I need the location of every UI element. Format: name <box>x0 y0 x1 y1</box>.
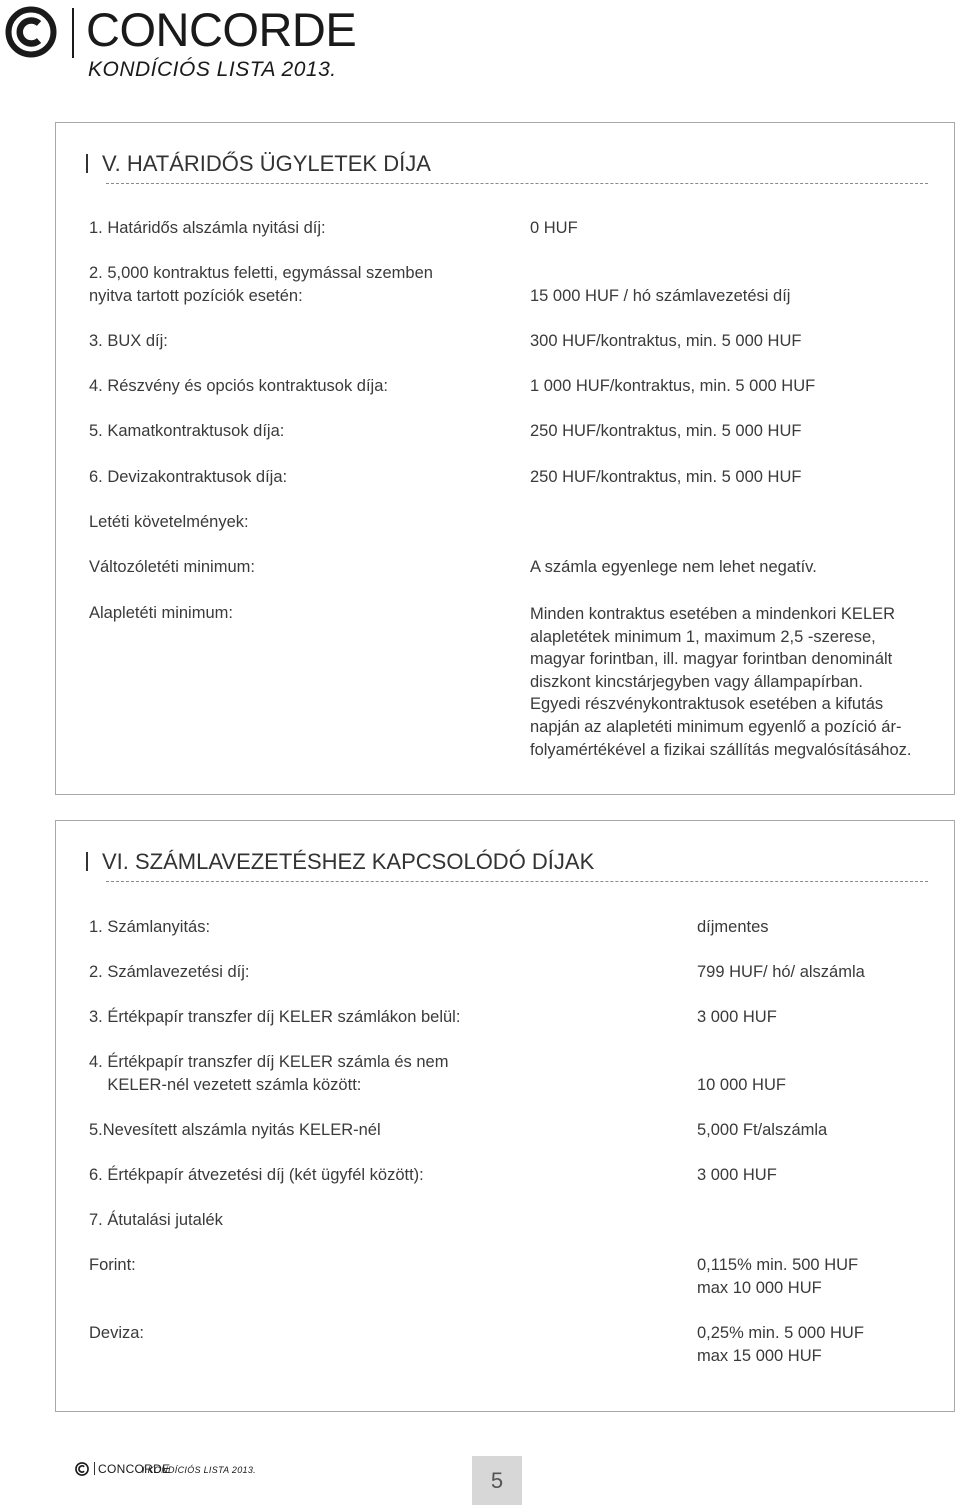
initial-margin-value: Minden kontraktus esetében a mindenkori KELER alapletétek minimum 1, maximum 2,5 -szerese, magyar forintban, ill. magyar forintban denominált diszkont kincstárjegyben vagy állampapírban. Egyedi részvénykontraktusok esetében a kifutás napján az alapletéti minimum egyenlő a pozíció ár- folyamértékével a fizikai szállítás megvalósításához. <box>530 605 912 759</box>
section-v-title <box>86 153 431 175</box>
footer-subtitle: I KONDÍCIÓS LISTA 2013. <box>142 1465 256 1475</box>
fee-value: 10 000 HUF <box>697 1076 786 1094</box>
fee-label: 3. Értékpapír transzfer díj KELER számlákon belül: <box>89 1008 461 1026</box>
page-number: 5 <box>472 1456 522 1505</box>
footer-divider <box>94 1462 95 1475</box>
fee-value: 1 000 HUF/kontraktus, min. 5 000 HUF <box>530 377 816 395</box>
initial-margin-label: Alapletéti minimum: <box>89 604 233 622</box>
fee-value: 0 HUF <box>530 219 578 237</box>
fee-label: Deviza: <box>89 1324 145 1342</box>
section-divider <box>106 183 928 184</box>
fee-label: 1. Számlanyitás: <box>89 918 211 936</box>
fee-label: 5.Nevesített alszámla nyitás KELER-nél <box>89 1121 381 1139</box>
fee-label: 2. 5,000 kontraktus feletti, egymással szemben nyitva tartott pozíciók esetén: <box>89 264 433 305</box>
section-vi-title-text: VI. SZÁMLAVEZETÉSHEZ KAPCSOLÓDÓ DÍJAK <box>102 849 595 874</box>
fee-label: 3. BUX díj: <box>89 332 168 350</box>
fee-label: 6. Devizakontraktusok díja: <box>89 468 288 486</box>
fee-value: 799 HUF/ hó/ alszámla <box>697 963 865 981</box>
fee-value: 0,25% min. 5 000 HUF max 15 000 HUF <box>697 1324 864 1365</box>
logo-divider <box>72 8 74 58</box>
footer-logo-icon <box>75 1462 89 1476</box>
concorde-logo-icon <box>5 6 57 58</box>
fee-label: 2. Számlavezetési díj: <box>89 963 250 981</box>
fee-value: 0,115% min. 500 HUF max 10 000 HUF <box>697 1256 859 1297</box>
variation-margin-label: Változóletéti minimum: <box>89 558 255 576</box>
section-vi-box <box>55 820 955 1412</box>
variation-margin-value: A számla egyenlege nem lehet negatív. <box>530 558 817 576</box>
fee-label: 6. Értékpapír átvezetési díj (két ügyfél között): <box>89 1166 424 1184</box>
fee-label: 1. Határidős alszámla nyitási díj: <box>89 219 326 237</box>
margin-requirements-heading: Letéti követelmények: <box>89 513 249 531</box>
footer-brand: CONCORDE <box>98 1462 171 1476</box>
fee-value: 15 000 HUF / hó számlavezetési díj <box>530 287 791 305</box>
fee-value: díjmentes <box>697 918 769 936</box>
fee-label: 4. Részvény és opciós kontraktusok díja: <box>89 377 388 395</box>
section-vi-title <box>86 851 594 873</box>
section-v-box <box>55 122 955 795</box>
fee-label: Forint: <box>89 1256 136 1274</box>
document-subtitle: KONDÍCIÓS LISTA 2013. <box>88 58 337 81</box>
fee-value: 250 HUF/kontraktus, min. 5 000 HUF <box>530 468 802 486</box>
fee-value: 3 000 HUF <box>697 1008 777 1026</box>
fee-label: 5. Kamatkontraktusok díja: <box>89 422 285 440</box>
section-v-title-text: V. HATÁRIDŐS ÜGYLETEK DÍJA <box>102 151 431 176</box>
brand-name: CONCORDE <box>86 3 357 56</box>
fee-value: 5,000 Ft/alszámla <box>697 1121 828 1139</box>
fee-value: 300 HUF/kontraktus, min. 5 000 HUF <box>530 332 802 350</box>
transfer-commission-heading: 7. Átutalási jutalék <box>89 1211 223 1229</box>
fee-value: 3 000 HUF <box>697 1166 777 1184</box>
section-marker <box>86 154 88 173</box>
fee-value: 250 HUF/kontraktus, min. 5 000 HUF <box>530 422 802 440</box>
section-divider <box>106 881 928 882</box>
fee-label: 4. Értékpapír transzfer díj KELER számla és nem KELER-nél vezetett számla között: <box>89 1053 449 1094</box>
section-marker <box>86 852 88 871</box>
